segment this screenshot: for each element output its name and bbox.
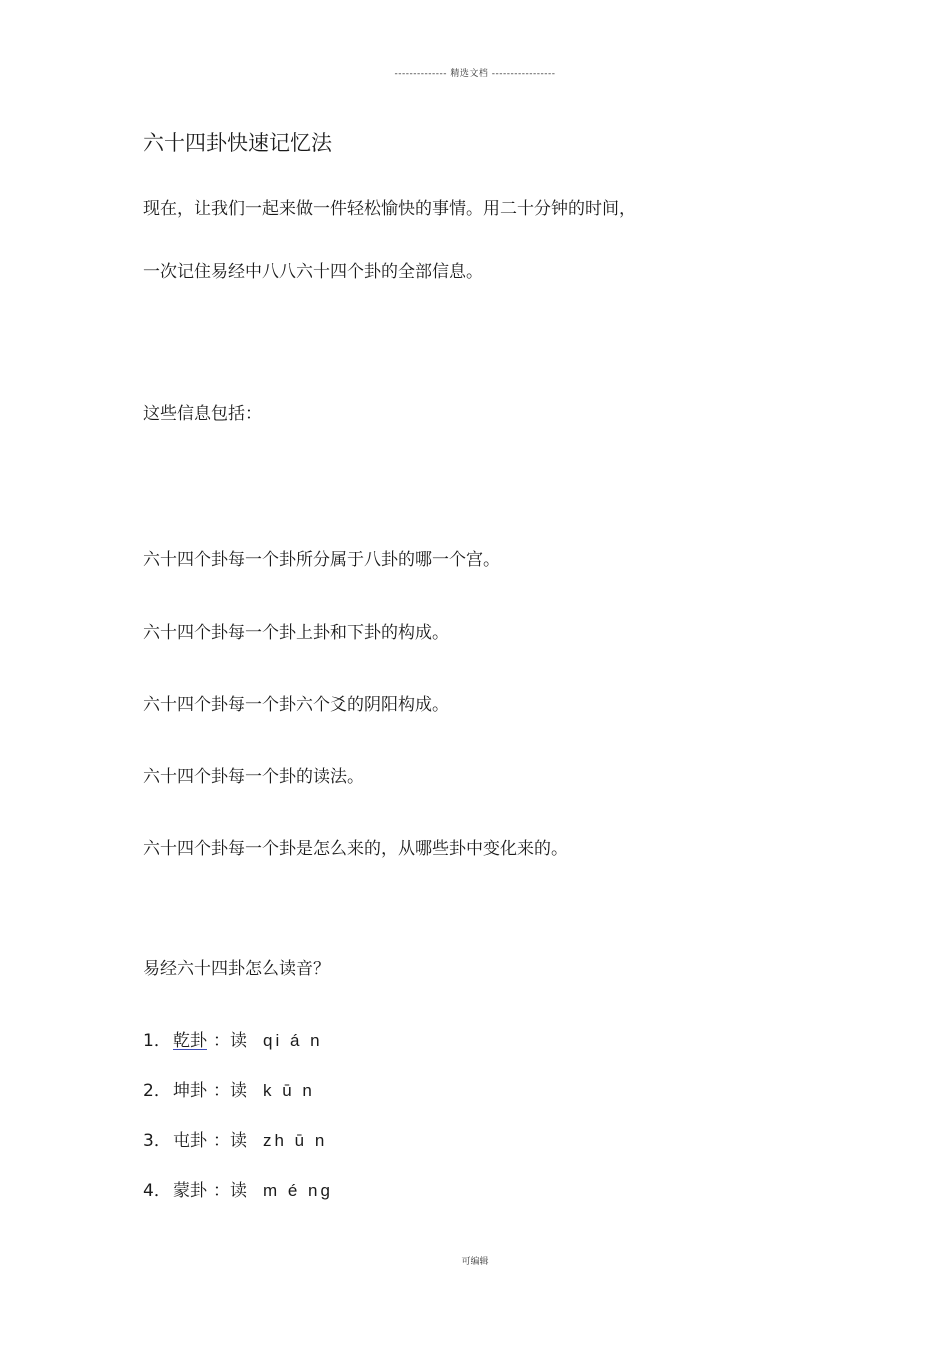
intro-line-2: 一次记住易经中八八六十四个卦的全部信息。 xyxy=(143,262,483,282)
pinyin-text: k ū n xyxy=(263,1081,315,1100)
item-number: 4． xyxy=(143,1181,171,1201)
pinyin-text: m é ng xyxy=(263,1181,333,1200)
intro-line-1: 现在，让我们一起来做一件轻松愉快的事情。用二十分钟的时间， xyxy=(143,199,636,219)
read-label: ：读 xyxy=(213,1131,247,1151)
pronunciation-item xyxy=(143,1126,327,1151)
pinyin-text: zh ū n xyxy=(263,1131,328,1150)
page-header: -------------- 精选文档 ----------------- xyxy=(394,69,556,79)
pronunciation-question: 易经六十四卦怎么读音？ xyxy=(143,959,330,979)
info-item-yinyang: 六十四个卦每一个卦六个爻的阴阳构成。 xyxy=(143,695,449,715)
document-title: 六十四卦快速记忆法 xyxy=(143,131,332,155)
item-number: 3． xyxy=(143,1131,171,1151)
hexagram-link[interactable]: 乾卦 xyxy=(173,1031,207,1051)
hexagram-name: 蒙卦 xyxy=(173,1181,207,1201)
pronunciation-item xyxy=(143,1176,333,1201)
read-label: ：读 xyxy=(213,1081,247,1101)
read-label: ：读 xyxy=(213,1031,247,1051)
item-number: 2． xyxy=(143,1081,171,1101)
pronunciation-item xyxy=(143,1076,315,1101)
item-number: 1． xyxy=(143,1031,171,1051)
info-heading: 这些信息包括： xyxy=(143,404,262,424)
info-item-composition: 六十四个卦每一个卦上卦和下卦的构成。 xyxy=(143,623,449,643)
info-item-reading: 六十四个卦每一个卦的读法。 xyxy=(143,767,364,787)
read-label: ：读 xyxy=(213,1181,247,1201)
info-item-palace: 六十四个卦每一个卦所分属于八卦的哪一个宫。 xyxy=(143,550,500,570)
hexagram-name: 坤卦 xyxy=(173,1081,207,1101)
info-item-origin: 六十四个卦每一个卦是怎么来的，从哪些卦中变化来的。 xyxy=(143,839,568,859)
pronunciation-item xyxy=(143,1026,323,1051)
pinyin-text: qi á n xyxy=(263,1031,323,1050)
hexagram-name: 屯卦 xyxy=(173,1131,207,1151)
page-footer: 可编辑 xyxy=(461,1257,489,1267)
